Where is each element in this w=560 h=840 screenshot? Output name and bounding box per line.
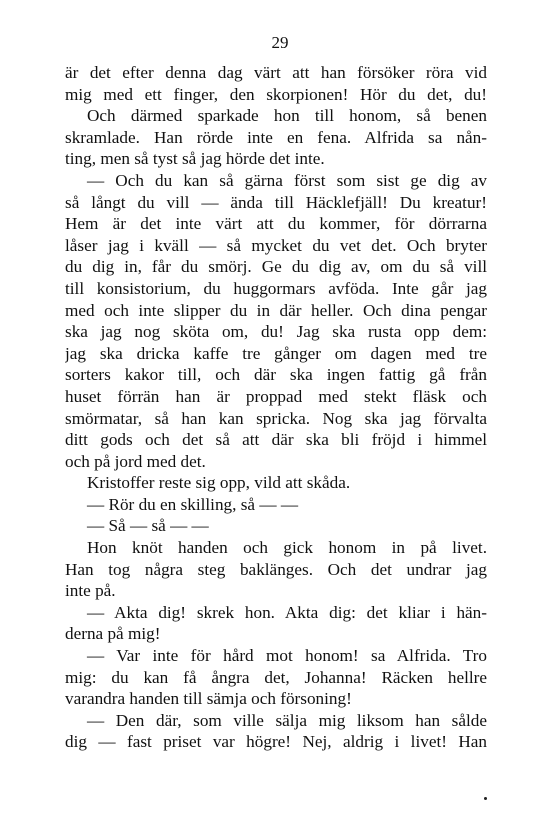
text-line: till konsistorium, du huggormars avföda. Inte går jag <box>65 278 487 298</box>
text-line: Hon knöt handen och gick honom in på livet. <box>87 538 487 558</box>
page-number: 29 <box>271 33 289 52</box>
text-line: är det efter denna dag värt att han försöker röra vid <box>65 63 487 82</box>
text-line: varandra handen till sämja och försoning! <box>65 689 352 709</box>
text-line: dig — fast priset var högre! Nej, aldrig i livet! Han <box>65 732 487 752</box>
text-line: mig med ett finger, den skorpionen! Hör du det, du! <box>65 84 487 104</box>
text-line: — Så — så — — <box>87 516 209 536</box>
body-text <box>65 62 487 753</box>
text-line: — Rör du en skilling, så — — <box>87 494 299 514</box>
text-line: sorters kakor till, och där ska ingen fattig gå från <box>65 365 487 385</box>
text-line: Och därmed sparkade hon till honom, så benen <box>87 106 487 126</box>
text-line: skramlade. Han rörde inte en fena. Alfrida sa nån- <box>65 127 487 147</box>
text-line: Hem är det inte värt att du kommer, för dörrarna <box>65 214 487 234</box>
text-line: — Den där, som ville sälja mig liksom han sålde <box>87 710 487 730</box>
text-line: låser jag i kväll — så mycket du vet det. Och bryter <box>65 235 487 255</box>
printing-speck <box>484 797 487 800</box>
text-line: smörmatar, så han kan spricka. Nog ska jag förvalta <box>65 408 487 428</box>
text-line: mig: du kan få ångra det, Johanna! Räcken hellre <box>65 667 487 687</box>
text-line: du dig in, får du smörj. Ge du dig av, om du så vill <box>65 257 487 277</box>
text-line: Kristoffer reste sig opp, vild att skåda. <box>87 473 351 493</box>
text-line: ting, men så tyst så jag hörde det inte. <box>65 149 325 169</box>
text-line: jag ska dricka kaffe tre gånger om dagen med tre <box>65 343 487 363</box>
text-line: — Akta dig! skrek hon. Akta dig: det kliar i hän- <box>87 602 487 622</box>
text-line: — Var inte för hård mot honom! sa Alfrida. Tro <box>87 646 487 666</box>
text-line: — Och du kan så gärna först som sist ge dig av <box>87 170 487 190</box>
text-line: ska jag nog sköta om, du! Jag ska rusta opp dem: <box>65 322 487 342</box>
text-line: huset förrän han är proppad med stekt fläsk och <box>65 386 487 406</box>
text-line: med och inte slipper du in där heller. Och dina pengar <box>65 300 487 320</box>
text-line: derna på mig! <box>65 624 161 644</box>
text-line: och på jord med det. <box>65 451 206 471</box>
text-line: så långt du vill — ända till Häcklefjäll! Du kreatur! <box>65 192 487 212</box>
text-line: inte på. <box>65 581 116 601</box>
text-line: ditt gods och det så att där ska bli fröjd i himmel <box>65 430 487 450</box>
text-line: Han tog några steg baklänges. Och det undrar jag <box>65 559 487 579</box>
